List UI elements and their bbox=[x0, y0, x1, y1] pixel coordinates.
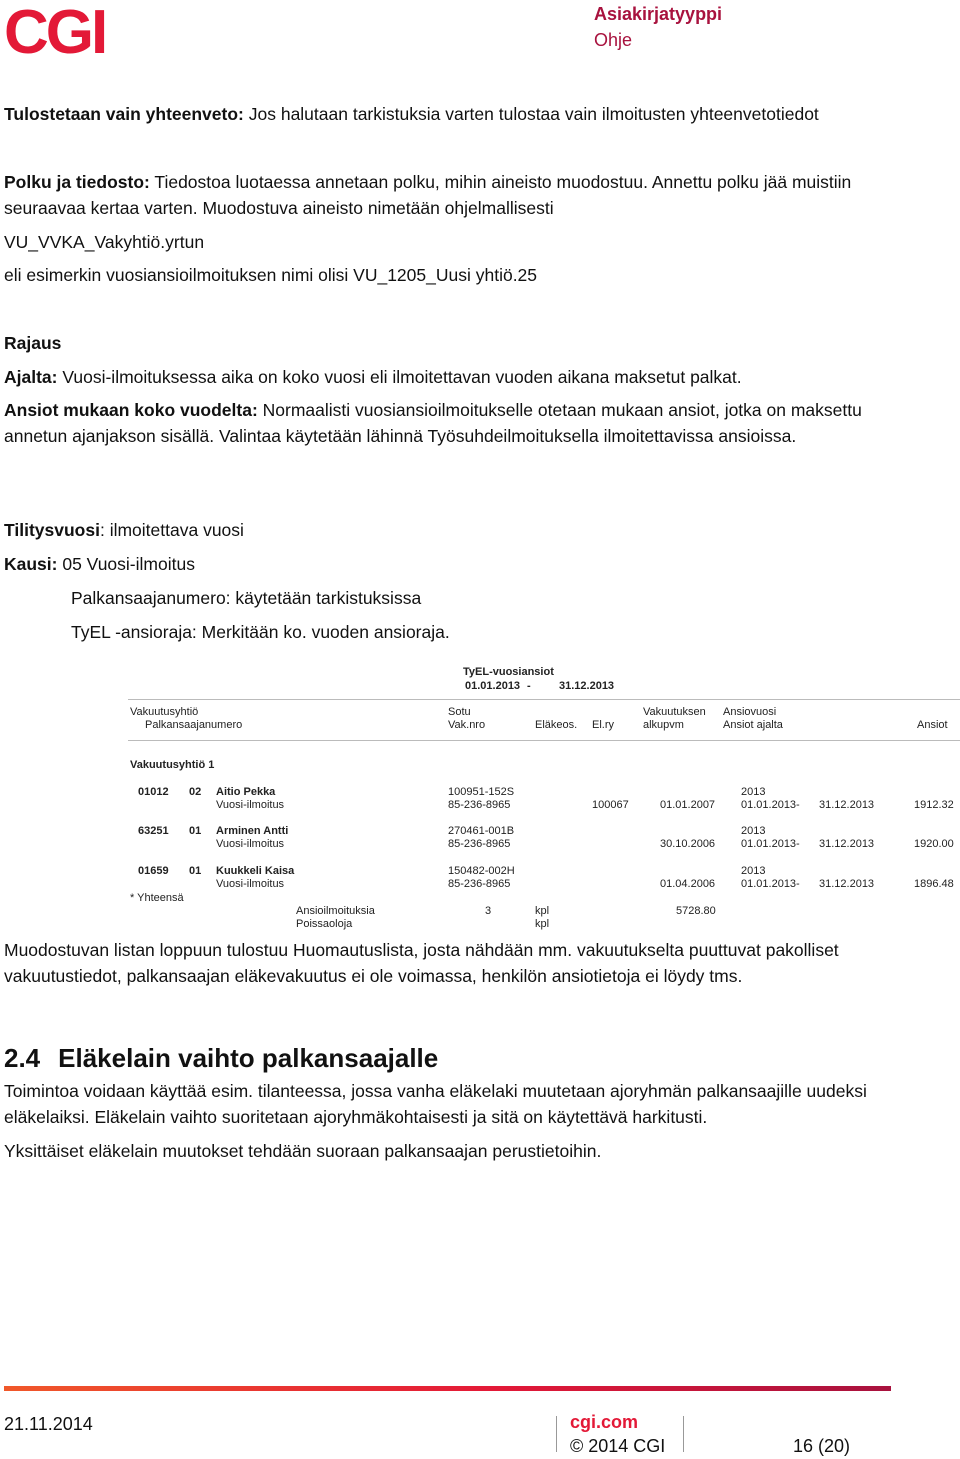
report-rule-header bbox=[128, 740, 960, 741]
section-heading-2-4: 2.4 Eläkelain vaihto palkansaajalle bbox=[4, 1043, 439, 1073]
row-vak: 85-236-8965 bbox=[448, 878, 511, 890]
row-sub: 01 bbox=[189, 865, 202, 877]
col-header-ansiot-ajalta: Ansiot ajalta bbox=[723, 719, 783, 731]
col-header-company: Vakuutusyhtiö bbox=[130, 706, 199, 718]
row-vuosi: 2013 bbox=[741, 825, 766, 837]
report-sum-unit-2: kpl bbox=[535, 918, 550, 930]
col-header-employee-no: Palkansaajanumero bbox=[145, 719, 243, 731]
col-header-sotu: Sotu bbox=[448, 706, 471, 718]
report-sum-count: 3 bbox=[485, 905, 492, 917]
row-amount: 1912.32 bbox=[914, 799, 954, 811]
report-screenshot bbox=[128, 662, 960, 928]
row-alku: 30.10.2006 bbox=[660, 838, 716, 850]
para-tilitysvuosi: Tilitysvuosi: ilmoitettava vuosi bbox=[4, 520, 244, 540]
report-period-start: 01.01.2013 bbox=[465, 680, 521, 692]
para-kausi: Kausi: 05 Vuosi-ilmoitus bbox=[4, 554, 195, 574]
row-alku: 01.01.2007 bbox=[660, 799, 716, 811]
para-yksittaiset: Yksittäiset eläkelain muutokset tehdään suoraan palkansaajan perustietoihin. bbox=[4, 1141, 602, 1161]
para-huomautuslista: Muodostuvan listan loppuun tulostuu Huomautuslista, josta nähdään mm. vakuutukselta puuttuvat pakolliset vakuutustiedot, palkansaajan eläkevakuutus ei ole voimassa, henkilön ansiotietoja ei löydy tms. bbox=[4, 940, 839, 986]
row-number: 63251 bbox=[138, 825, 169, 837]
logo-text: CGI bbox=[4, 4, 106, 56]
row-to: 31.12.2013 bbox=[819, 878, 875, 890]
col-header-ansiot: Ansiot bbox=[917, 719, 948, 731]
para-palkansaajanumero: Palkansaajanumero: käytetään tarkistuksissa bbox=[71, 588, 422, 608]
footer-separator bbox=[683, 1416, 684, 1452]
col-header-ansiovuosi: Ansiovuosi bbox=[723, 706, 777, 718]
row-vuosi: 2013 bbox=[741, 786, 766, 798]
report-sum-label-2: Poissaoloja bbox=[296, 918, 353, 930]
row-type: Vuosi-ilmoitus bbox=[216, 799, 285, 811]
row-sotu: 150482-002H bbox=[448, 865, 515, 877]
report-sum-amount: 5728.80 bbox=[676, 905, 716, 917]
report-sum-unit-1: kpl bbox=[535, 905, 550, 917]
col-header-vak-nro: Vak.nro bbox=[448, 719, 486, 731]
para-path-file: Polku ja tiedosto: Tiedostoa luotaessa annetaan polku, mihin aineisto muodostuu. Annettu polku jää muistiin seuraavaa kertaa varten. Muodostuva aineisto nimetään ohjelmallisesti bbox=[4, 172, 852, 218]
row-elaeke: 100067 bbox=[592, 799, 629, 811]
row-type: Vuosi-ilmoitus bbox=[216, 878, 285, 890]
col-header-vakuutuksen: Vakuutuksen bbox=[643, 706, 706, 718]
row-from: 01.01.2013- bbox=[741, 799, 800, 811]
report-sum-label-1: Ansioilmoituksia bbox=[296, 905, 375, 917]
col-header-elakeos: Eläkeos. bbox=[535, 719, 578, 731]
row-from: 01.01.2013- bbox=[741, 838, 800, 850]
row-to: 31.12.2013 bbox=[819, 799, 875, 811]
para-filename: VU_VVKA_Vakyhtiö.yrtun bbox=[4, 232, 205, 252]
footer-bar bbox=[4, 1386, 891, 1391]
report-period-end: 31.12.2013 bbox=[559, 680, 615, 692]
row-number: 01012 bbox=[138, 786, 169, 798]
para-elakelain-vaihto: Toimintoa voidaan käyttää esim. tilanteessa, jossa vanha eläkelaki muutetaan ajoryhmän palkansaajille uudeksi eläkelaiksi. Eläkelain vaihto suoritetaan ajoryhmäkohtaisesti ja sitä on käytettävä harkitusti. bbox=[4, 1081, 867, 1127]
row-amount: 1920.00 bbox=[914, 838, 954, 850]
para-ajalta: Ajalta: Vuosi-ilmoituksessa aika on koko vuosi eli ilmoitettavan vuoden aikana maksetut palkat. bbox=[4, 367, 742, 387]
row-from: 01.01.2013- bbox=[741, 878, 800, 890]
row-alku: 01.04.2006 bbox=[660, 878, 716, 890]
section-rajaus: Rajaus bbox=[4, 333, 62, 353]
footer-separator bbox=[556, 1416, 557, 1452]
footer-date: 21.11.2014 bbox=[4, 1414, 93, 1434]
row-sub: 02 bbox=[189, 786, 202, 798]
row-vak: 85-236-8965 bbox=[448, 799, 511, 811]
document-type: Asiakirjatyyppi bbox=[594, 4, 723, 24]
document-subtype: Ohje bbox=[594, 30, 633, 50]
report-total-label: * Yhteensä bbox=[130, 892, 184, 904]
row-sub: 01 bbox=[189, 825, 202, 837]
row-vuosi: 2013 bbox=[741, 865, 766, 877]
footer-copyright: © 2014 CGI bbox=[570, 1436, 666, 1456]
row-vak: 85-236-8965 bbox=[448, 838, 511, 850]
footer-website: cgi.com bbox=[570, 1412, 639, 1432]
report-group: Vakuutusyhtiö 1 bbox=[130, 759, 215, 771]
row-number: 01659 bbox=[138, 865, 169, 877]
row-sotu: 270461-001B bbox=[448, 825, 515, 837]
para-example: eli esimerkin vuosiansioilmoituksen nimi olisi VU_1205_Uusi yhtiö.25 bbox=[4, 265, 538, 285]
para-tyel-ansioraja: TyEL -ansioraja: Merkitään ko. vuoden ansioraja. bbox=[71, 622, 450, 642]
row-amount: 1896.48 bbox=[914, 878, 954, 890]
para-summary-only: Tulostetaan vain yhteenveto: Jos halutaan tarkistuksia varten tulostaa vain ilmoitusten yhteenvetotiedot bbox=[4, 104, 819, 124]
col-header-elry: El.ry bbox=[592, 719, 614, 731]
footer-page-number: 16 (20) bbox=[793, 1436, 851, 1456]
para-ansiot: Ansiot mukaan koko vuodelta: Normaalisti vuosiansioilmoitukselle otetaan mukaan ansiot, jotka on maksettu annetun ajanjakson sisällä. Valintaa käytetään lähinnä Työsuhdeilmoituksella ilmoitettavissa ansioissa. bbox=[4, 400, 862, 446]
row-name: Arminen Antti bbox=[216, 825, 289, 837]
cgi-logo bbox=[4, 4, 122, 61]
row-type: Vuosi-ilmoitus bbox=[216, 838, 285, 850]
row-to: 31.12.2013 bbox=[819, 838, 875, 850]
report-period-dash: - bbox=[527, 680, 531, 692]
col-header-alkupvm: alkupvm bbox=[643, 719, 684, 731]
report-title: TyEL-vuosiansiot bbox=[463, 666, 554, 678]
report-rule-top bbox=[128, 699, 960, 700]
row-name: Aitio Pekka bbox=[216, 786, 276, 798]
row-name: Kuukkeli Kaisa bbox=[216, 865, 295, 877]
row-sotu: 100951-152S bbox=[448, 786, 515, 798]
